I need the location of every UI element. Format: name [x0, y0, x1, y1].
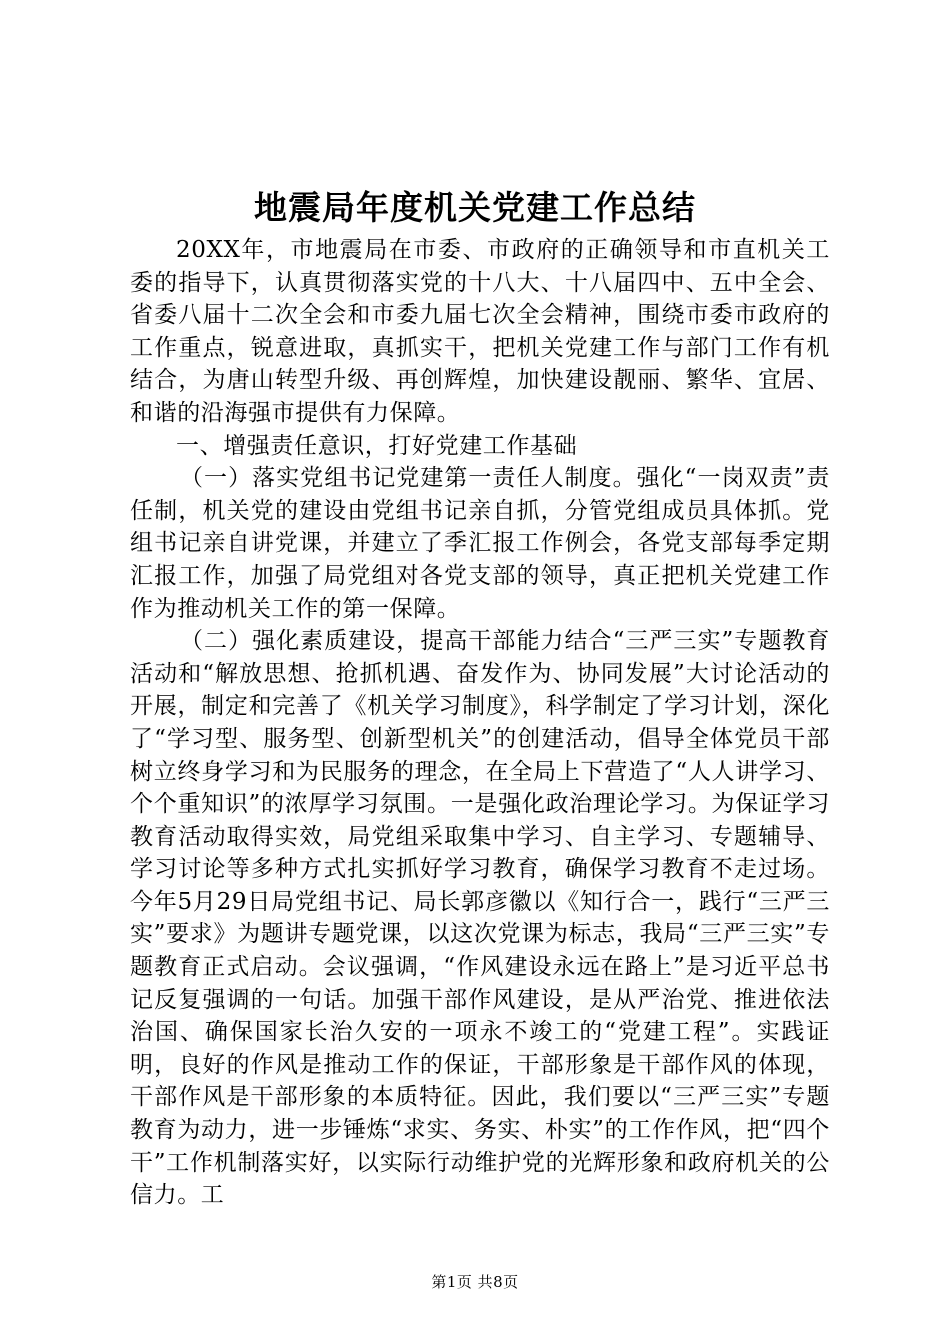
paragraph-intro: 20XX年，市地震局在市委、市政府的正确领导和市直机关工委的指导下，认真贯彻落实党的十八大、十八届四中、五中全会、省委八届十二次全会和市委九届七次全会精神，围绕市委市政府的工作重点，锐意进取，真抓实干，把机关党建工作与部门工作有机结合，为唐山转型升级、再创辉煌，加快建设靓丽、繁华、宜居、和谐的沿海强市提供有力保障。 [130, 237, 830, 426]
paragraph-subsection-1: （一）落实党组书记党建第一责任人制度。强化“一岗双责”责任制，机关党的建设由党组书记亲自抓，分管党组成员具体抓。党组书记亲自讲党课，并建立了季汇报工作例会，各党支部每季定期汇报工作，加强了局党组对各党支部的领导，真正把机关党建工作作为推动机关工作的第一保障。 [130, 465, 830, 622]
paragraph-subsection-2: （二）强化素质建设，提高干部能力结合“三严三实”专题教育活动和“解放思想、抢抓机遇、奋发作为、协同发展”大讨论活动的开展，制定和完善了《机关学习制度》，科学制定了学习计划，深化了“学习型、服务型、创新型机关”的创建活动，倡导全体党员干部树立终身学习和为民服务的理念，在全局上下营造了“人人讲学习、个个重知识”的浓厚学习氛围。一是强化政治理论学习。为保证学习教育活动取得实效，局党组采取集中学习、自主学习、专题辅导、学习讨论等多种方式扎实抓好学习教育，确保学习教育不走过场。今年5月29日局党组书记、局长郭彦徽以《知行合一，践行“三严三实”要求》为题讲专题党课，以这次党课为标志，我局“三严三实”专题教育正式启动。会议强调，“作风建设永远在路上”是习近平总书记反复强调的一句话。加强干部作风建设，是从严治党、推进依法治国、确保国家长治久安的一项永不竣工的“党建工程”。实践证明，良好的作风是推动工作的保证，干部形象是干部作风的体现，干部作风是干部形象的本质特征。因此，我们要以“三严三实”专题教育为动力，进一步锤炼“求实、务实、朴实”的工作作风，把“四个干”工作机制落实好，以实际行动维护党的光辉形象和政府机关的公信力。工 [130, 628, 830, 1209]
document-body [130, 234, 830, 1212]
document-title: 地震局年度机关党建工作总结 [254, 188, 696, 227]
page-number-footer: 第1页 共8页 [431, 1273, 519, 1291]
section-heading-1: 一、增强责任意识，打好党建工作基础 [176, 432, 578, 459]
